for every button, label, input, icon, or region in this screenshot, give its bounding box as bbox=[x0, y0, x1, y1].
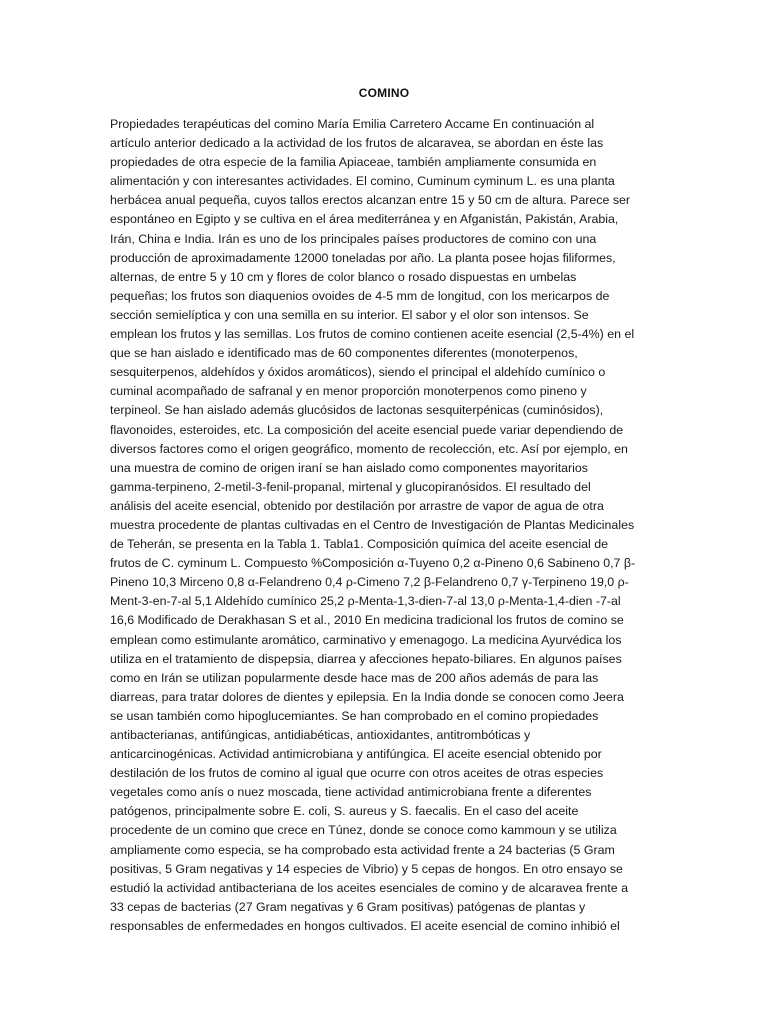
body-line: emplean como estimulante aromático, carminativo y emenagogo. La medicina Ayurvédica los bbox=[110, 632, 622, 647]
body-line: propiedades de otra especie de la familia Apiaceae, también ampliamente consumida en bbox=[110, 155, 597, 170]
body-line: Irán, China e India. Irán es uno de los principales países productores de comino con una bbox=[110, 231, 597, 246]
body-line: ampliamente como especia, se ha comprobado esta actividad frente a 24 bacterias (5 Gram bbox=[110, 842, 615, 857]
body-line: terpineol. Se han aislado además glucósidos de lactonas sesquiterpénicas (cuminósidos), bbox=[110, 403, 604, 418]
body-line: pequeñas; los frutos son diaquenios ovoides de 4-5 mm de longitud, con los mericarpos de bbox=[110, 288, 610, 303]
body-line: sección semielíptica y con una semilla en su interior. El sabor y el olor son intensos. Se bbox=[110, 307, 589, 322]
body-line: 16,6 Modificado de Derakhasan S et al., 2010 En medicina tradicional los frutos de comino se bbox=[110, 613, 624, 628]
body-line: alimentación y con interesantes actividades. El comino, Cuminum cyminum L. es una planta bbox=[110, 174, 615, 189]
body-line: espontáneo en Egipto y se cultiva en el área mediterránea y en Afganistán, Pakistán, Arabia, bbox=[110, 212, 619, 227]
body-line: responsables de enfermedades en hongos cultivados. El aceite esencial de comino inhibió el bbox=[110, 918, 620, 933]
body-line: 33 cepas de bacterias (27 Gram negativas y 6 Gram positivas) patógenas de plantas y bbox=[110, 899, 586, 914]
body-line: artículo anterior dedicado a la actividad de los frutos de alcaravea, se abordan en éste las bbox=[110, 136, 604, 151]
body-line: procedente de un comino que crece en Túnez, donde se conoce como kammoun y se utiliza bbox=[110, 823, 617, 838]
body-line: se usan también como hipoglucemiantes. Se han comprobado en el comino propiedades bbox=[110, 708, 599, 723]
body-line: patógenos, principalmente sobre E. coli, S. aureus y S. faecalis. En el caso del aceite bbox=[110, 804, 579, 819]
body-line: una muestra de comino de origen iraní se han aislado como componentes mayoritarios bbox=[110, 460, 588, 475]
body-line: análisis del aceite esencial, obtenido por destilación por arrastre de vapor de agua de otra bbox=[110, 498, 604, 513]
body-line: utiliza en el tratamiento de dispepsia, diarrea y afecciones hepato-biliares. En algunos países bbox=[110, 651, 622, 666]
document-body bbox=[110, 115, 662, 936]
body-line: destilación de los frutos de comino al igual que ocurre con otros aceites de otras especies bbox=[110, 766, 604, 781]
body-line: de Teherán, se presenta en la Tabla 1. Tabla1. Composición química del aceite esencial de bbox=[110, 537, 609, 552]
body-line: diversos factores como el origen geográfico, momento de recolección, etc. Así por ejemplo, en bbox=[110, 441, 628, 456]
body-line: como en Irán se utilizan popularmente desde hace mas de 200 años además de para las bbox=[110, 670, 599, 685]
body-line: emplean los frutos y las semillas. Los frutos de comino contienen aceite esencial (2,5-4%) en el bbox=[110, 327, 635, 342]
document-title: COMINO bbox=[358, 86, 410, 100]
body-line: anticarcinogénicas. Actividad antimicrobiana y antifúngica. El aceite esencial obtenido por bbox=[110, 747, 602, 762]
body-line: diarreas, para tratar dolores de dientes y epilepsia. En la India donde se conocen como Jeera bbox=[110, 689, 624, 704]
body-line: sesquiterpenos, aldehídos y óxidos aromáticos), siendo el principal el aldehído cumínico o bbox=[110, 365, 606, 380]
body-line: muestra procedente de plantas cultivadas en el Centro de Investigación de Plantas Medicinales bbox=[110, 517, 635, 532]
body-line: frutos de C. cyminum L. Compuesto %Composición α-Tuyeno 0,2 α-Pineno 0,6 Sabineno 0,7 β- bbox=[110, 556, 636, 571]
body-line: cuminal acompañado de safranal y en menor proporción monoterpenos como pineno y bbox=[110, 384, 587, 399]
body-line: herbácea anual pequeña, cuyos tallos erectos alcanzan entre 15 y 50 cm de altura. Parece ser bbox=[110, 193, 631, 208]
body-line: producción de aproximadamente 12000 toneladas por año. La planta posee hojas filiformes, bbox=[110, 250, 616, 265]
body-line: Ment-3-en-7-al 5,1 Aldehído cumínico 25,2 ρ-Menta-1,3-dien-7-al 13,0 ρ-Menta-1,4-dien -7-al bbox=[110, 594, 621, 609]
body-line: positivas, 5 Gram negativas y 14 especies de Vibrio) y 5 cepas de hongos. En otro ensayo se bbox=[110, 861, 623, 876]
body-line: vegetales como anís o nuez moscada, tiene actividad antimicrobiana frente a diferentes bbox=[110, 785, 592, 800]
body-line: que se han aislado e identificado mas de 60 componentes diferentes (monoterpenos, bbox=[110, 346, 578, 361]
body-line: flavonoides, esteroides, etc. La composición del aceite esencial puede variar dependiendo de bbox=[110, 422, 624, 437]
body-line: gamma-terpineno, 2-metil-3-fenil-propanal, mirtenal y glucopiranósidos. El resultado del bbox=[110, 479, 591, 494]
body-line: antibacterianas, antifúngicas, antidiabéticas, antioxidantes, antitrombóticas y bbox=[110, 728, 531, 742]
body-line: Pineno 10,3 Mirceno 0,8 α-Felandreno 0,4 ρ-Cimeno 7,2 β-Felandreno 0,7 γ-Terpineno 19,0 ρ- bbox=[110, 575, 629, 590]
body-line: estudió la actividad antibacteriana de los aceites esenciales de comino y de alcaravea frente a bbox=[110, 880, 628, 895]
body-line: Propiedades terapéuticas del comino María Emilia Carretero Accame En continuación al bbox=[110, 117, 595, 131]
body-line: alternas, de entre 5 y 10 cm y flores de color blanco o rosado dispuestas en umbelas bbox=[110, 269, 577, 284]
